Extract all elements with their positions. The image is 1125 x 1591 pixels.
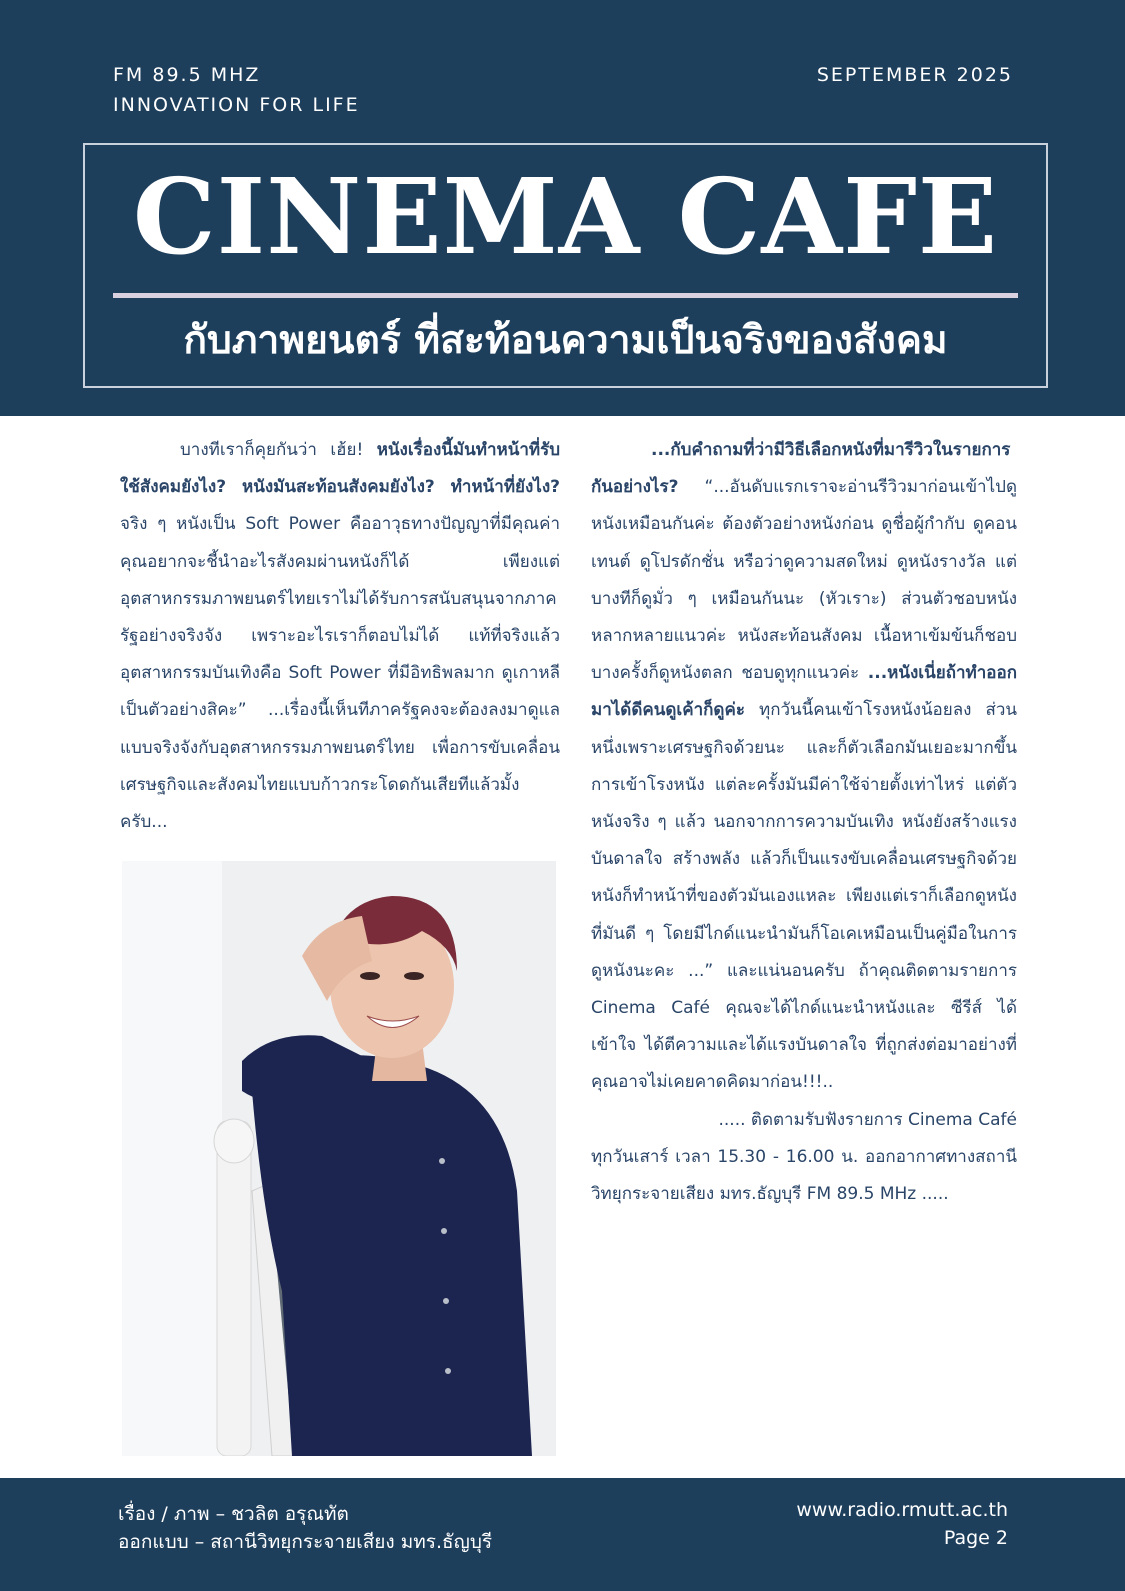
footer-bar [0,1478,1125,1591]
article-text: จริง ๆ หนังเป็น Soft Power คืออาวุธทางปัญญาที่มีคุณค่า คุณอยากจะชี้นำอะไรสังคมผ่านหนังก็ได้ เพียงแต่อุตสาหกรรมภาพยนตร์ไทยเราไม่ได้รับการสนับสนุนจากภาครัฐอย่างจริงจัง เพราะอะไรเราก็ตอบไม่ได้ แท้ที่จริงแล้วอุตสาหกรรมบันเทิงคือ Soft Power ที่มีอิทธิพลมาก ดูเกาหลีเป็นตัวอย่างสิคะ” ...เรื่องนี้เห็นทีภาครัฐคงจะต้องลงมาดูแลแบบจริงจังกับอุตสาหกรรมภาพยนตร์ไทย เพื่อการขับเคลื่อนเศรษฐกิจและสังคมไทยแบบก้าวกระโดดกันเสียทีแล้วมั้งครับ... [120,514,560,833]
footer-right [796,1496,1008,1552]
issue-date: SEPTEMBER 2025 [816,64,1013,86]
station-info [113,60,360,120]
article-text: ทุกวันนี้คนเข้าโรงหนังน้อยลง ส่วนหนึ่งเพราะเศรษฐกิจด้วยนะ และก็ตัวเลือกมันเยอะมากขึ้น การเข้าโรงหนัง แต่ละครั้งมันมีค่าใช้จ่ายตั้งเท่าไหร่ แต่ตัวหนังจริง ๆ แล้ว นอกจากการความบันเทิง หนังยังสร้างแรงบันดาลใจ สร้างพลัง แล้วก็เป็นแรงขับเคลื่อนเศรษฐกิจด้วย หนังก็ทำหน้าที่ของตัวมันเองแหละ เพียงแต่เราก็เลือกดูหนังที่มันดี ๆ โดยมีไกด์แนะนำมันก็โอเคเหมือนเป็นคู่มือในการดูหนังนะคะ ...” และแน่นอนครับ ถ้าคุณติดตามรายการ Cinema Café คุณจะได้ไกด์แนะนำหนังและ ซีรีส์ ได้เข้าใจ ได้ตีความและได้แรงบันดาลใจ ที่ถูกส่งต่อมาอย่างที่คุณอาจไม่เคยคาดคิดมาก่อน!!!.. [591,700,1017,1093]
article-text: บางทีเราก็คุยกันว่า เฮ้ย! [180,440,377,460]
program-schedule-lead: ..... ติดตามรับฟังรายการ Cinema Café [718,1109,1017,1130]
article-right-column [591,432,1017,1213]
article-left-column [120,432,560,841]
article-paragraph [120,432,560,841]
program-schedule: ทุกวันเสาร์ เวลา 15.30 - 16.00 น. ออกอากาศทางสถานีวิทยุกระจายเสียง มทร.ธัญบุรี FM 89.5 MHz ..... [591,1146,1017,1205]
station-tagline: INNOVATION FOR LIFE [113,94,360,116]
page-subtitle: กับภาพยนตร์ ที่สะท้อนความเป็นจริงของสังคม [183,318,948,363]
title-divider [113,293,1018,298]
website-link[interactable]: www.radio.rmutt.ac.th [796,1499,1008,1521]
portrait-illustration [122,861,556,1456]
article-paragraph [591,432,1017,1102]
credits [118,1500,492,1556]
page-number: Page 2 [943,1527,1008,1549]
page-title: CINEMA CAFE [132,155,999,278]
credit-design: ออกแบบ – สถานีวิทยุกระจายเสียง มทร.ธัญบุรี [118,1531,493,1553]
article-bold-text: หนังเรื่องนี้มันทำหน้าที่รับใช้สังคมยังไง? หนังมันสะท้อนสังคมยังไง? ทำหน้าที่ยังไง? [120,440,560,498]
station-frequency: FM 89.5 MHZ [113,64,261,86]
header-banner [0,0,1125,416]
title-frame [83,143,1048,388]
interviewee-photo [122,861,556,1456]
article-bold-text: ...กับคำถามที่ว่ามีวิธีเลือกหนังที่มารีวิวในรายการกันอย่างไร? [591,440,1011,498]
credit-story: เรื่อง / ภาพ – ชวลิต อรุณทัต [118,1503,349,1525]
article-bold-text: ...หนังเนี่ยถ้าทำออกมาได้ดีคนดูเค้าก็ดูค่ะ [591,663,1017,721]
article-text: “...อันดับแรกเราจะอ่านรีวิวมาก่อนเข้าไปดูหนังเหมือนกันค่ะ ต้องตัวอย่างหนังก่อน ดูชื่อผู้กำกับ ดูคอนเทนต์ ดูโปรดักชั่น หรือว่าดูความสดใหม่ ดูหนังรางวัล แต่บางทีก็ดูมั่ว ๆ เหมือนกันนะ (หัวเราะ) ส่วนตัวชอบหนังหลากหลายแนวค่ะ หนังสะท้อนสังคม เนื้อหาเข้มข้นก็ชอบ บางครั้งก็ดูหนังตลก ชอบดูทุกแนวค่ะ [591,477,1017,684]
